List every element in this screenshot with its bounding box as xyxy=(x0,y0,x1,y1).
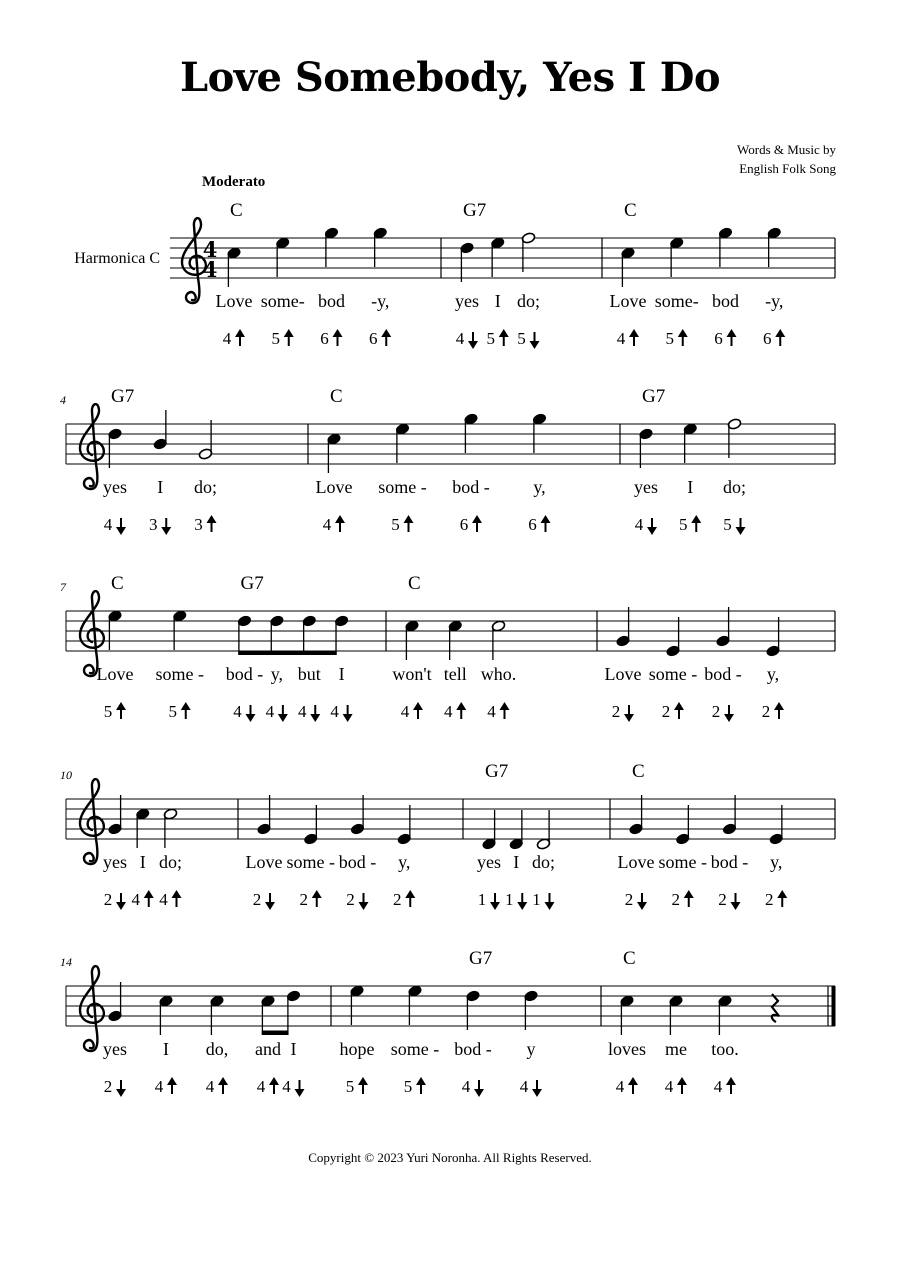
draw-arrow-icon-head xyxy=(474,1089,484,1097)
blow-arrow-icon xyxy=(405,890,415,907)
blow-arrow-icon xyxy=(674,702,684,719)
blow-arrow-icon xyxy=(678,329,688,346)
lyric-syllable: do; xyxy=(516,291,541,311)
harmonica-hole-number: 4 xyxy=(634,515,644,534)
harmonica-hole-number: 4 xyxy=(103,515,113,534)
lyric-syllable: some - xyxy=(286,852,335,872)
draw-arrow-icon xyxy=(468,332,478,349)
harmonica-hole-number: 4 xyxy=(298,702,307,721)
lyric-syllable: y, xyxy=(770,852,783,872)
eighth-beam xyxy=(238,651,336,656)
eighth-beam xyxy=(262,1031,289,1036)
lyric-syllable: bod - xyxy=(710,852,749,872)
lyric-syllable: won't xyxy=(392,664,432,684)
harmonica-hole-number: 4 xyxy=(664,1077,674,1096)
blow-arrow-icon xyxy=(628,1077,638,1094)
draw-arrow-icon xyxy=(295,1080,305,1097)
lyric-syllable: Love xyxy=(609,291,647,311)
quarter-rest-icon xyxy=(772,994,779,1022)
draw-arrow-icon-head xyxy=(624,714,634,722)
draw-arrow-icon xyxy=(490,893,500,910)
draw-arrow-icon-head xyxy=(731,902,741,910)
draw-arrow-icon-head xyxy=(637,902,647,910)
lyric-syllable: I xyxy=(163,1039,169,1059)
harmonica-hole-number: 2 xyxy=(761,702,771,721)
lyric-syllable: bod - xyxy=(704,664,742,684)
lyric-syllable: who. xyxy=(480,664,517,684)
lyric-syllable: bod - xyxy=(452,477,490,497)
blow-arrow-icon-head xyxy=(456,702,466,710)
blow-arrow-icon-head xyxy=(312,890,322,898)
harmonica-hole-number: 5 xyxy=(103,702,113,721)
draw-arrow-icon xyxy=(647,518,657,535)
lyric-syllable: yes xyxy=(634,477,658,497)
blow-arrow-icon xyxy=(144,890,154,907)
draw-arrow-icon-head xyxy=(468,341,478,349)
harmonica-hole-number: 5 xyxy=(679,515,688,534)
chord-symbol: C xyxy=(624,200,637,221)
draw-arrow-icon-head xyxy=(310,714,320,722)
harmonica-hole-number: 4 xyxy=(265,702,275,721)
harmonica-hole-number: 4 xyxy=(131,890,140,909)
lyric-syllable: Love xyxy=(96,664,134,684)
blow-arrow-icon xyxy=(777,890,787,907)
blow-arrow-icon-head xyxy=(405,890,415,898)
lyric-syllable: I xyxy=(513,852,520,872)
draw-arrow-icon xyxy=(246,705,256,722)
blow-arrow-icon xyxy=(677,1077,687,1094)
lyric-syllable: I xyxy=(494,291,501,311)
harmonica-hole-number: 5 xyxy=(486,329,495,348)
blow-arrow-icon-head xyxy=(207,515,217,523)
draw-arrow-icon xyxy=(474,1080,484,1097)
lyric-syllable: some - xyxy=(648,664,698,684)
harmonica-hole-number: 5 xyxy=(345,1077,355,1096)
blow-arrow-icon xyxy=(726,1077,736,1094)
harmonica-hole-number: 6 xyxy=(763,329,772,348)
draw-arrow-icon xyxy=(265,893,275,910)
treble-clef-icon xyxy=(80,404,104,489)
harmonica-hole-number: 4 xyxy=(519,1077,529,1096)
lyric-syllable: hope xyxy=(339,1039,375,1059)
blow-arrow-icon xyxy=(333,329,343,346)
blow-arrow-icon-head xyxy=(678,329,688,337)
blow-arrow-icon xyxy=(774,702,784,719)
harmonica-hole-number: 3 xyxy=(194,515,203,534)
lyric-syllable: yes xyxy=(103,1039,127,1059)
harmonica-hole-number: 2 xyxy=(611,702,621,721)
lyric-syllable: y, xyxy=(398,852,411,872)
draw-arrow-icon-head xyxy=(295,1089,305,1097)
blow-arrow-icon-head xyxy=(674,702,684,710)
harmonica-hole-number: 2 xyxy=(718,890,727,909)
blow-arrow-icon-head xyxy=(775,329,785,337)
draw-arrow-icon xyxy=(530,332,540,349)
blow-arrow-icon-head xyxy=(726,1077,736,1085)
harmonica-hole-number: 4 xyxy=(713,1077,723,1096)
draw-arrow-icon xyxy=(545,893,555,910)
draw-arrow-icon xyxy=(724,705,734,722)
harmonica-hole-number: 4 xyxy=(233,702,242,721)
blow-arrow-icon xyxy=(218,1077,228,1094)
credits-line-2: English Folk Song xyxy=(739,161,836,176)
draw-arrow-icon-head xyxy=(532,1089,542,1097)
draw-arrow-icon xyxy=(736,518,746,535)
draw-arrow-icon-head xyxy=(116,902,126,910)
lyric-syllable: Love xyxy=(245,852,283,872)
harmonica-hole-number: 2 xyxy=(671,890,680,909)
harmonica-hole-number: 4 xyxy=(222,329,232,348)
draw-arrow-icon xyxy=(278,705,288,722)
blow-arrow-icon xyxy=(629,329,639,346)
lyric-syllable: some - xyxy=(378,477,427,497)
lyric-syllable: yes xyxy=(477,852,501,872)
blow-arrow-icon xyxy=(413,702,423,719)
song-title: Love Somebody, Yes I Do xyxy=(179,54,721,101)
blow-arrow-icon-head xyxy=(684,890,694,898)
harmonica-hole-number: 2 xyxy=(661,702,671,721)
lyric-syllable: I xyxy=(139,852,146,872)
lyric-syllable: bod xyxy=(712,291,739,311)
blow-arrow-icon-head xyxy=(116,702,126,710)
draw-arrow-icon-head xyxy=(647,527,657,535)
draw-arrow-icon xyxy=(116,893,126,910)
draw-arrow-icon-head xyxy=(359,902,369,910)
blow-arrow-icon xyxy=(691,515,701,532)
blow-arrow-icon-head xyxy=(381,329,391,337)
draw-arrow-icon-head xyxy=(116,1089,126,1097)
blow-arrow-icon-head xyxy=(413,702,423,710)
blow-arrow-icon-head xyxy=(500,702,510,710)
lyric-syllable: do; xyxy=(531,852,556,872)
lyric-syllable: do; xyxy=(193,477,218,497)
harmonica-hole-number: 1 xyxy=(532,890,541,909)
draw-arrow-icon xyxy=(161,518,171,535)
chord-symbol: G7 xyxy=(240,573,264,594)
harmonica-hole-number: 2 xyxy=(765,890,774,909)
draw-arrow-icon-head xyxy=(490,902,500,910)
harmonica-hole-number: 4 xyxy=(487,702,496,721)
blow-arrow-icon xyxy=(499,329,509,346)
lyric-syllable: but xyxy=(297,664,321,684)
blow-arrow-icon xyxy=(472,515,482,532)
harmonica-hole-number: 5 xyxy=(403,1077,413,1096)
treble-clef-icon xyxy=(80,779,104,864)
blow-arrow-icon xyxy=(116,702,126,719)
lyric-syllable: some - xyxy=(155,664,204,684)
draw-arrow-icon-head xyxy=(343,714,353,722)
draw-arrow-icon xyxy=(343,705,353,722)
blow-arrow-icon xyxy=(381,329,391,346)
lyric-syllable: y, xyxy=(533,477,546,497)
measure-number: 10 xyxy=(60,768,72,782)
draw-arrow-icon-head xyxy=(724,714,734,722)
lyric-syllable: -y, xyxy=(371,291,390,311)
lyric-syllable: y, xyxy=(766,664,780,684)
instrument-label: Harmonica C xyxy=(74,250,160,267)
lyric-syllable: bod xyxy=(318,291,345,311)
harmonica-hole-number: 4 xyxy=(282,1077,291,1096)
draw-arrow-icon-head xyxy=(530,341,540,349)
harmonica-hole-number: 5 xyxy=(271,329,280,348)
lyric-syllable: Love xyxy=(604,664,642,684)
harmonica-hole-number: 2 xyxy=(624,890,634,909)
harmonica-hole-number: 6 xyxy=(528,515,537,534)
draw-arrow-icon-head xyxy=(517,902,527,910)
lyric-syllable: Love xyxy=(315,477,353,497)
lyric-syllable: bod - xyxy=(454,1039,492,1059)
lyric-syllable: yes xyxy=(103,477,127,497)
lyric-syllable: and xyxy=(255,1039,281,1059)
blow-arrow-icon-head xyxy=(144,890,154,898)
copyright-notice: Copyright © 2023 Yuri Noronha. All Rights Reserved. xyxy=(308,1150,592,1165)
harmonica-hole-number: 4 xyxy=(461,1077,471,1096)
blow-arrow-icon xyxy=(684,890,694,907)
blow-arrow-icon-head xyxy=(172,890,182,898)
blow-arrow-icon xyxy=(207,515,217,532)
lyric-syllable: Love xyxy=(617,852,655,872)
blow-arrow-icon xyxy=(456,702,466,719)
blow-arrow-icon-head xyxy=(284,329,294,337)
lyric-syllable: some- xyxy=(654,291,699,311)
blow-arrow-icon xyxy=(404,515,414,532)
blow-arrow-icon xyxy=(235,329,245,346)
lyric-syllable: too. xyxy=(711,1039,739,1059)
blow-arrow-icon-head xyxy=(335,515,345,523)
lyric-syllable: I xyxy=(290,1039,297,1059)
draw-arrow-icon-head xyxy=(161,527,171,535)
credits-line-1: Words & Music by xyxy=(737,142,836,157)
measure-number: 4 xyxy=(60,393,66,407)
blow-arrow-icon-head xyxy=(677,1077,687,1085)
chord-symbol: C xyxy=(632,761,645,782)
blow-arrow-icon xyxy=(181,702,191,719)
harmonica-hole-number: 5 xyxy=(391,515,400,534)
harmonica-hole-number: 5 xyxy=(517,329,526,348)
blow-arrow-icon xyxy=(269,1077,279,1094)
blow-arrow-icon-head xyxy=(167,1077,177,1085)
lyric-syllable: yes xyxy=(455,291,479,311)
blow-arrow-icon-head xyxy=(691,515,701,523)
blow-arrow-icon xyxy=(335,515,345,532)
chord-symbol: C xyxy=(230,200,243,221)
draw-arrow-icon xyxy=(532,1080,542,1097)
time-signature-top: 4 xyxy=(202,237,218,262)
harmonica-hole-number: 6 xyxy=(320,329,329,348)
draw-arrow-icon xyxy=(517,893,527,910)
lyric-syllable: I xyxy=(157,477,164,497)
blow-arrow-icon-head xyxy=(181,702,191,710)
lyric-syllable: y, xyxy=(270,664,284,684)
harmonica-hole-number: 2 xyxy=(711,702,721,721)
blow-arrow-icon-head xyxy=(541,515,551,523)
blow-arrow-icon-head xyxy=(333,329,343,337)
draw-arrow-icon xyxy=(116,1080,126,1097)
lyric-syllable: some - xyxy=(390,1039,440,1059)
chord-symbol: C xyxy=(111,573,124,594)
harmonica-hole-number: 1 xyxy=(477,890,487,909)
blow-arrow-icon-head xyxy=(629,329,639,337)
draw-arrow-icon xyxy=(624,705,634,722)
blow-arrow-icon xyxy=(172,890,182,907)
treble-clef-icon xyxy=(80,966,104,1051)
blow-arrow-icon xyxy=(416,1077,426,1094)
draw-arrow-icon-head xyxy=(545,902,555,910)
blow-arrow-icon xyxy=(500,702,510,719)
harmonica-hole-number: 1 xyxy=(505,890,514,909)
harmonica-hole-number: 6 xyxy=(369,329,378,348)
blow-arrow-icon-head xyxy=(727,329,737,337)
harmonica-hole-number: 2 xyxy=(346,890,355,909)
blow-arrow-icon xyxy=(312,890,322,907)
harmonica-hole-number: 4 xyxy=(154,1077,164,1096)
time-signature-bottom: 4 xyxy=(202,257,218,282)
blow-arrow-icon-head xyxy=(472,515,482,523)
lyric-syllable: loves xyxy=(608,1039,646,1059)
chord-symbol: G7 xyxy=(642,386,666,407)
chord-symbol: C xyxy=(408,573,421,594)
harmonica-hole-number: 4 xyxy=(322,515,332,534)
measure-number: 14 xyxy=(60,955,72,969)
chord-symbol: G7 xyxy=(469,948,493,969)
blow-arrow-icon-head xyxy=(235,329,245,337)
lyric-syllable: bod - xyxy=(338,852,377,872)
draw-arrow-icon xyxy=(637,893,647,910)
chord-symbol: C xyxy=(330,386,343,407)
lyric-syllable: some- xyxy=(260,291,305,311)
harmonica-hole-number: 4 xyxy=(615,1077,625,1096)
blow-arrow-icon-head xyxy=(358,1077,368,1085)
tempo-marking: Moderato xyxy=(202,174,266,190)
lyric-syllable: do; xyxy=(158,852,183,872)
harmonica-hole-number: 4 xyxy=(205,1077,215,1096)
blow-arrow-icon-head xyxy=(269,1077,279,1085)
lyric-syllable: yes xyxy=(103,852,127,872)
harmonica-hole-number: 6 xyxy=(714,329,723,348)
draw-arrow-icon-head xyxy=(246,714,256,722)
harmonica-hole-number: 4 xyxy=(455,329,465,348)
blow-arrow-icon xyxy=(167,1077,177,1094)
blow-arrow-icon-head xyxy=(628,1077,638,1085)
harmonica-hole-number: 4 xyxy=(330,702,339,721)
lyric-syllable: -y, xyxy=(765,291,784,311)
blow-arrow-icon-head xyxy=(499,329,509,337)
blow-arrow-icon-head xyxy=(416,1077,426,1085)
draw-arrow-icon-head xyxy=(278,714,288,722)
blow-arrow-icon xyxy=(284,329,294,346)
lyric-syllable: do, xyxy=(205,1039,229,1059)
harmonica-hole-number: 2 xyxy=(299,890,308,909)
harmonica-hole-number: 2 xyxy=(103,1077,113,1096)
lyric-syllable: some - xyxy=(658,852,707,872)
chord-symbol: G7 xyxy=(463,200,487,221)
blow-arrow-icon-head xyxy=(774,702,784,710)
draw-arrow-icon-head xyxy=(736,527,746,535)
blow-arrow-icon xyxy=(775,329,785,346)
harmonica-hole-number: 2 xyxy=(393,890,402,909)
lyric-syllable: do; xyxy=(722,477,747,497)
chord-symbol: G7 xyxy=(485,761,509,782)
blow-arrow-icon xyxy=(541,515,551,532)
harmonica-hole-number: 4 xyxy=(256,1077,266,1096)
harmonica-hole-number: 6 xyxy=(459,515,469,534)
lyric-syllable: y xyxy=(526,1039,536,1059)
harmonica-hole-number: 5 xyxy=(665,329,674,348)
harmonica-hole-number: 4 xyxy=(616,329,626,348)
lyric-syllable: I xyxy=(338,664,345,684)
harmonica-hole-number: 5 xyxy=(723,515,732,534)
chord-symbol: G7 xyxy=(111,386,135,407)
chord-symbol: C xyxy=(623,948,636,969)
blow-arrow-icon-head xyxy=(404,515,414,523)
blow-arrow-icon-head xyxy=(218,1077,228,1085)
harmonica-hole-number: 4 xyxy=(159,890,168,909)
blow-arrow-icon xyxy=(727,329,737,346)
draw-arrow-icon xyxy=(310,705,320,722)
harmonica-hole-number: 3 xyxy=(149,515,158,534)
lyric-syllable: tell xyxy=(443,664,467,684)
draw-arrow-icon xyxy=(359,893,369,910)
draw-arrow-icon xyxy=(116,518,126,535)
harmonica-hole-number: 5 xyxy=(168,702,177,721)
harmonica-hole-number: 4 xyxy=(444,702,453,721)
harmonica-hole-number: 4 xyxy=(400,702,410,721)
lyric-syllable: Love xyxy=(215,291,253,311)
draw-arrow-icon xyxy=(731,893,741,910)
lyric-syllable: bod - xyxy=(225,664,264,684)
blow-arrow-icon xyxy=(358,1077,368,1094)
lyric-syllable: me xyxy=(665,1039,687,1059)
measure-number: 7 xyxy=(60,580,66,594)
draw-arrow-icon-head xyxy=(265,902,275,910)
harmonica-hole-number: 2 xyxy=(103,890,113,909)
harmonica-hole-number: 2 xyxy=(252,890,262,909)
draw-arrow-icon-head xyxy=(116,527,126,535)
blow-arrow-icon-head xyxy=(777,890,787,898)
lyric-syllable: I xyxy=(687,477,694,497)
